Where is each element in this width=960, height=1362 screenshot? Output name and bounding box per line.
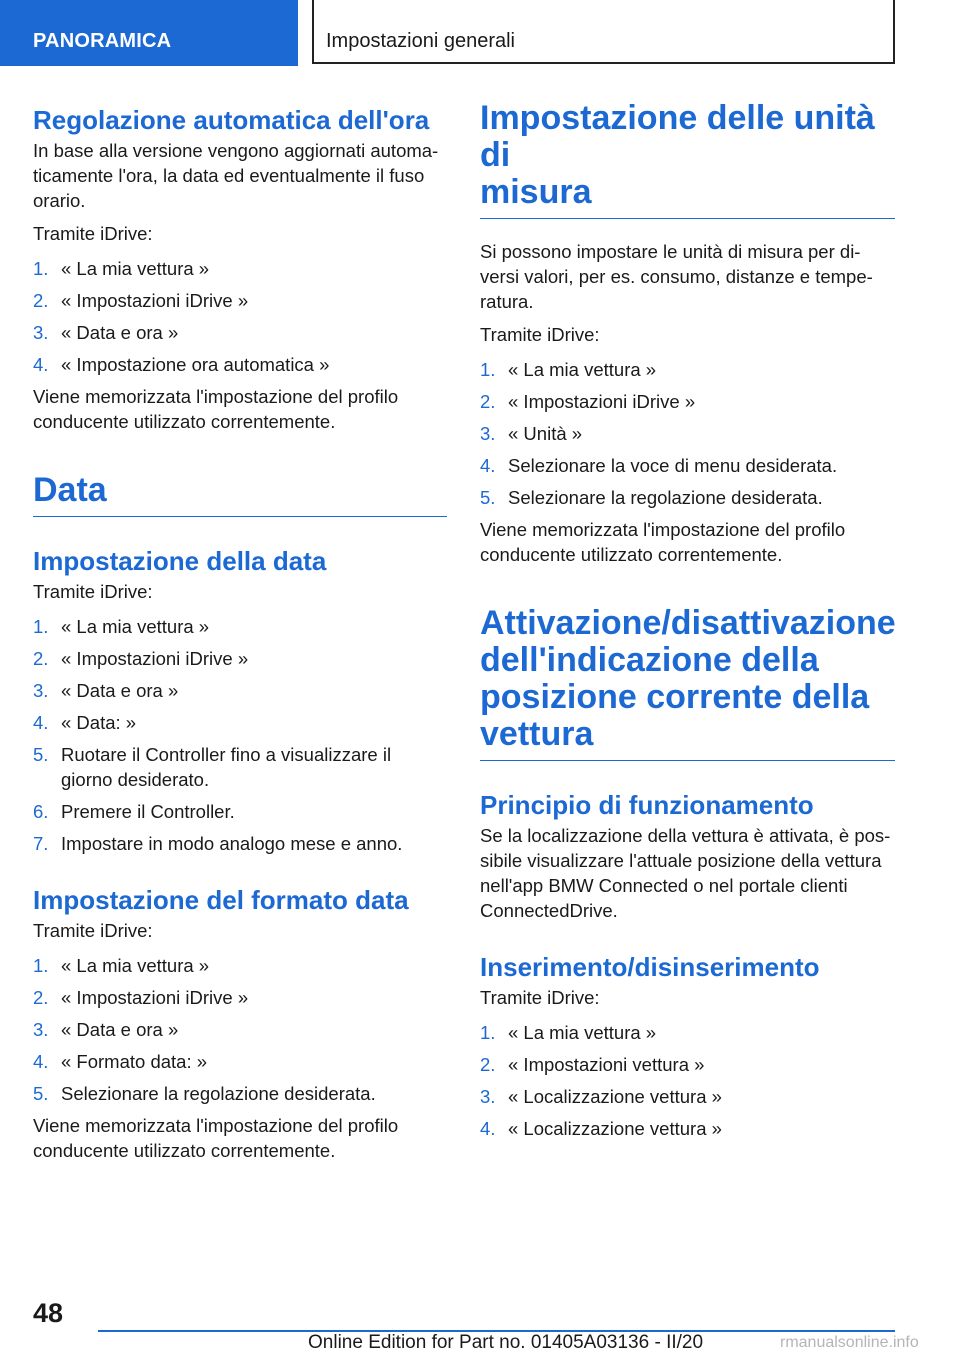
right-column xyxy=(480,100,895,1148)
section-tab: PANORAMICA xyxy=(0,0,298,66)
list-item: 3. « Localizzazione vettura » xyxy=(480,1086,722,1107)
list-item: 5. Selezionare la regolazione desiderata. xyxy=(480,487,823,508)
chapter-title: Impostazioni generali xyxy=(312,0,895,64)
auto-time-note: Viene memorizzata l'impostazione del profilo conducente utilizzato correntemente. xyxy=(33,386,399,432)
auto-time-heading: Regolazione automatica dell'ora xyxy=(33,105,430,135)
toggle-heading: Inserimento/disinserimento xyxy=(480,952,820,982)
list-item: 4. Selezionare la voce di menu desiderata. xyxy=(480,455,838,476)
auto-time-via: Tramite iDrive: xyxy=(33,223,153,244)
list-item: 4. « Formato data: » xyxy=(33,1051,208,1072)
list-item: 2. « Impostazioni vettura » xyxy=(480,1054,705,1075)
toggle-via: Tramite iDrive: xyxy=(480,987,600,1008)
principle-heading: Principio di funzionamento xyxy=(480,790,814,820)
units-via: Tramite iDrive: xyxy=(480,324,600,345)
list-item: 2. « Impostazioni iDrive » xyxy=(33,648,249,669)
list-item: 4. « Impostazione ora automatica » xyxy=(33,354,330,375)
list-item: 3. « Data e ora » xyxy=(33,1019,179,1040)
edition-text: Online Edition for Part no. 01405A03136 - II/20 xyxy=(308,1332,704,1353)
list-item: 1. « La mia vettura » xyxy=(33,616,210,637)
principle-text: Se la localizzazione della vettura è attivata, è pos- sibile visualizzare l'attuale posizione della vettura nell'app BMW Connected o nel portale clienti ConnectedDrive. xyxy=(480,825,891,921)
toggle-steps xyxy=(480,1020,895,1141)
date-format-steps xyxy=(33,953,447,1106)
list-item: 2. « Impostazioni iDrive » xyxy=(480,391,696,412)
list-item: 5. Selezionare la regolazione desiderata. xyxy=(33,1083,376,1104)
auto-time-steps xyxy=(33,256,447,377)
list-item: 1. « La mia vettura » xyxy=(33,955,210,976)
units-steps xyxy=(480,357,895,510)
list-item: 7. Impostare in modo analogo mese e anno. xyxy=(33,833,403,854)
location-heading: Attivazione/disattivazione dell'indicazione della posizione corrente della vettura xyxy=(480,605,895,761)
list-item: 4. « Data: » xyxy=(33,712,137,733)
list-item: 3. « Unità » xyxy=(480,423,583,444)
set-date-heading: Impostazione della data xyxy=(33,546,327,576)
set-date-steps xyxy=(33,614,447,856)
date-section-heading: Data xyxy=(33,472,447,517)
page-number: 48 xyxy=(33,1298,64,1328)
date-format-heading: Impostazione del formato data xyxy=(33,885,409,915)
units-note: Viene memorizzata l'impostazione del profilo conducente utilizzato correntemente. xyxy=(480,519,846,565)
list-item: 3. « Data e ora » xyxy=(33,322,179,343)
list-item: 1. « La mia vettura » xyxy=(33,258,210,279)
units-heading: Impostazione delle unità di misura xyxy=(480,100,895,219)
set-date-via: Tramite iDrive: xyxy=(33,581,153,602)
date-format-via: Tramite iDrive: xyxy=(33,920,153,941)
list-item: 1. « La mia vettura » xyxy=(480,359,657,380)
auto-time-intro: In base alla versione vengono aggiornati automa- ticamente l'ora, la data ed eventualmente il fuso orario. xyxy=(33,140,439,211)
watermark: rmanualsonline.info xyxy=(780,1334,919,1351)
list-item: 4. « Localizzazione vettura » xyxy=(480,1118,722,1139)
list-item: 6. Premere il Controller. xyxy=(33,801,235,822)
date-format-note: Viene memorizzata l'impostazione del profilo conducente utilizzato correntemente. xyxy=(33,1115,399,1161)
list-item: 5. Ruotare il Controller fino a visualizzare il giorno desiderato. xyxy=(33,744,392,790)
list-item: 2. « Impostazioni iDrive » xyxy=(33,290,249,311)
units-intro: Si possono impostare le unità di misura per di- versi valori, per es. consumo, distanze e tempe- ratura. xyxy=(480,241,873,312)
left-column xyxy=(33,100,447,1170)
list-item: 3. « Data e ora » xyxy=(33,680,179,701)
list-item: 2. « Impostazioni iDrive » xyxy=(33,987,249,1008)
list-item: 1. « La mia vettura » xyxy=(480,1022,657,1043)
